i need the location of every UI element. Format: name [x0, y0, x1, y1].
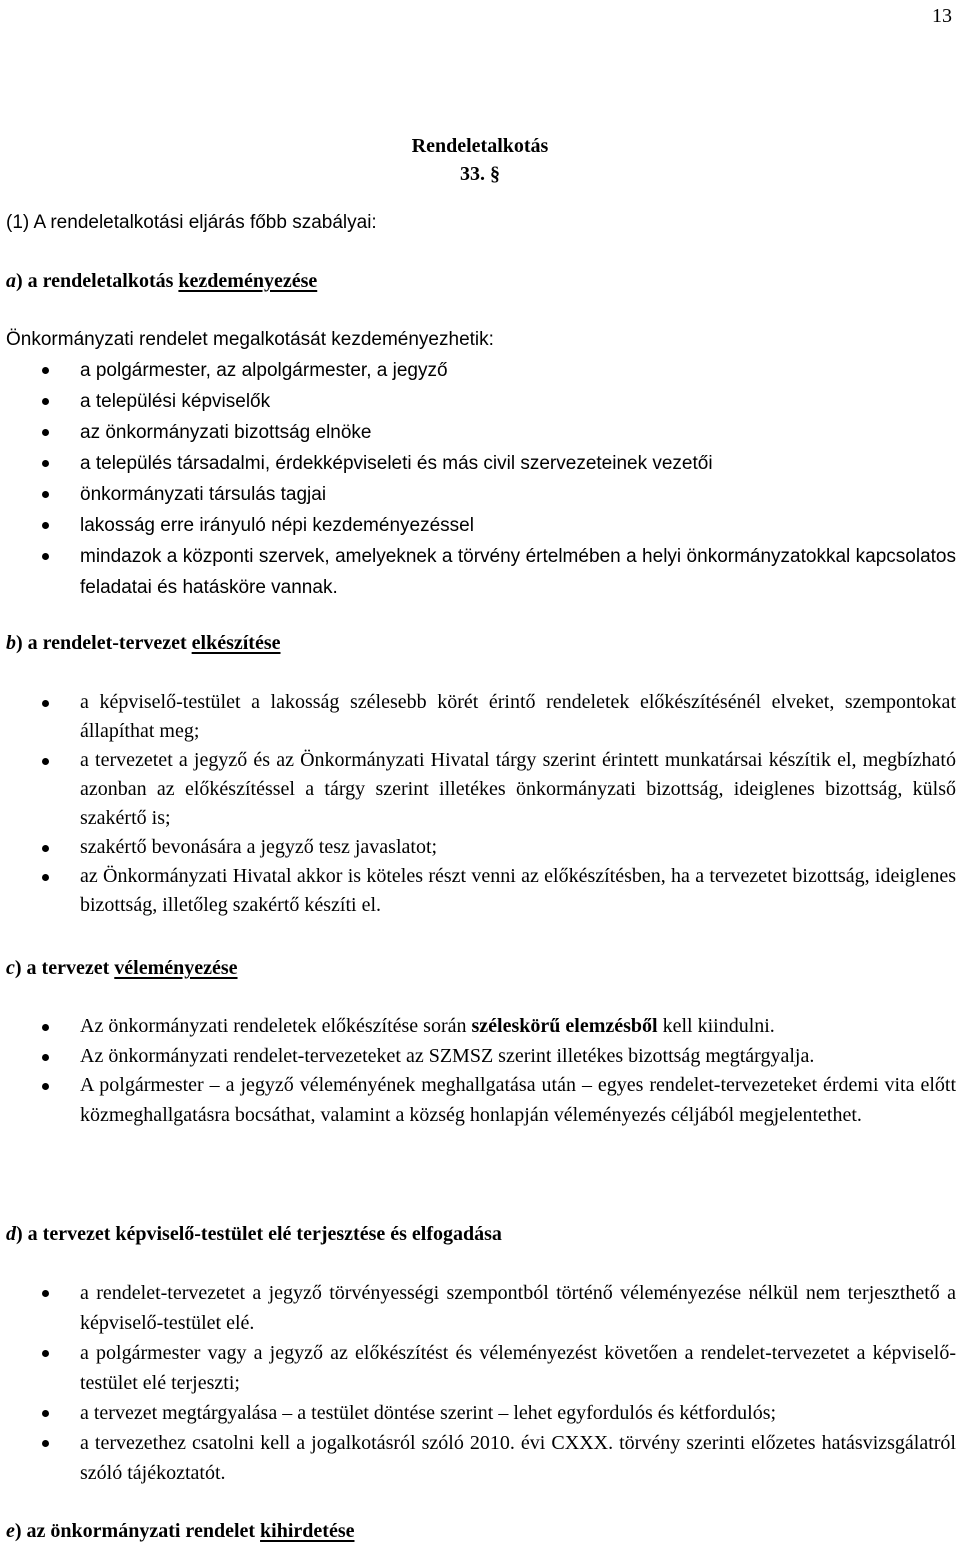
list-a: [0, 355, 956, 603]
heading-b: [6, 628, 281, 658]
heading-c-underlined: véleményezése: [114, 957, 238, 979]
list-item: a tervezethez csatolni kell a jogalkotásról szóló 2010. évi CXXX. törvény szerinti előzetes hatásvizsgálatról szóló tájékoztatót.: [0, 1428, 956, 1488]
list-item: mindazok a központi szervek, amelyeknek a törvény értelmében a helyi önkormányzatokkal kapcsolatos feladatai és hatásköre vannak.: [0, 541, 956, 603]
heading-d-text: ) a tervezet képviselő-testület elé terjesztése és elfogadása: [16, 1223, 502, 1245]
heading-b-text: ) a rendelet-tervezet: [16, 632, 192, 654]
heading-a: [6, 266, 317, 296]
list-item: a település társadalmi, érdekképviseleti és más civil szervezeteinek vezetői: [0, 448, 956, 479]
list-item: a képviselő-testület a lakosság szélesebb körét érintő rendeletek előkészítésénél elveket, szempontokat állapíthat meg;: [0, 688, 956, 746]
list-c: [0, 1012, 956, 1130]
list-item: A polgármester – a jegyző véleményének meghallgatása után – egyes rendelet-tervezeteket érdemi vita előtt közmeghallgatásra bocsáthat, valamint a község honlapján véleményezés céljából megjelentethet.: [0, 1071, 956, 1130]
heading-c: [6, 953, 238, 983]
heading-d-letter: d: [6, 1223, 16, 1245]
list-item: Az önkormányzati rendelet-tervezeteket az SZMSZ szerint illetékes bizottság megtárgyalja.: [0, 1042, 956, 1072]
heading-e-letter: e: [6, 1520, 15, 1542]
heading-e: [6, 1516, 354, 1546]
page-title: Rendeletalkotás: [411, 135, 549, 157]
list-b: [0, 688, 956, 920]
heading-a-text: ) a rendeletalkotás: [16, 270, 179, 292]
list-item: önkormányzati társulás tagjai: [0, 479, 956, 510]
heading-e-text: ) az önkormányzati rendelet: [14, 1520, 261, 1542]
list-a-lead: Önkormányzati rendelet megalkotását kezdeményezhetik:: [6, 329, 494, 350]
list-c-item1-pre: Az önkormányzati rendeletek előkészítése során: [80, 1015, 472, 1037]
list-item: lakosság erre irányuló népi kezdeményezéssel: [0, 510, 956, 541]
list-item: az önkormányzati bizottság elnöke: [0, 417, 956, 448]
list-item: a polgármester vagy a jegyző az előkészítést és véleményezést követően a rendelet-tervezetet a képviselő-testület elé terjeszti;: [0, 1338, 956, 1398]
list-item: a tervezet megtárgyalása – a testület döntése szerint – lehet egyfordulós és kétfordulós;: [0, 1398, 956, 1428]
list-item: a polgármester, az alpolgármester, a jegyző: [0, 355, 956, 386]
list-item: szakértő bevonására a jegyző tesz javaslatot;: [0, 833, 956, 862]
heading-a-letter: a: [6, 270, 16, 292]
list-item: az Önkormányzati Hivatal akkor is köteles részt venni az előkészítésben, ha a tervezetet bizottság, ideiglenes bizottság, illetőleg szakértő készíti el.: [0, 862, 956, 920]
list-item: a rendelet-tervezetet a jegyző törvényességi szempontból történő véleményezése nélkül nem terjeszthető a képviselő-testület elé.: [0, 1278, 956, 1338]
list-item: a települési képviselők: [0, 386, 956, 417]
intro-text: (1) A rendeletalkotási eljárás főbb szabályai:: [6, 212, 377, 233]
list-c-item1-bold: széleskörű elemzésből: [471, 1015, 658, 1037]
heading-b-letter: b: [6, 632, 16, 654]
heading-b-underlined: elkészítése: [191, 632, 281, 654]
heading-c-text: ) a tervezet: [14, 957, 115, 979]
heading-a-underlined: kezdeményezése: [178, 270, 318, 292]
heading-e-underlined: kihirdetése: [260, 1520, 355, 1542]
heading-d: [6, 1219, 502, 1249]
list-item: [0, 1012, 956, 1042]
list-d: [0, 1278, 956, 1488]
heading-c-letter: c: [6, 957, 15, 979]
list-item: a tervezetet a jegyző és az Önkormányzati Hivatal tárgy szerint érintett munkatársai készítik el, megbízható azonban az előkészítéssel a tárgy szerint illetékes önkormányzati bizottság, ideiglenes bizottság, külső szakértő is;: [0, 746, 956, 833]
section-number: 33. §: [460, 163, 500, 185]
list-c-item1-post: kell kiindulni.: [657, 1015, 775, 1037]
page-number: 13: [932, 5, 952, 27]
